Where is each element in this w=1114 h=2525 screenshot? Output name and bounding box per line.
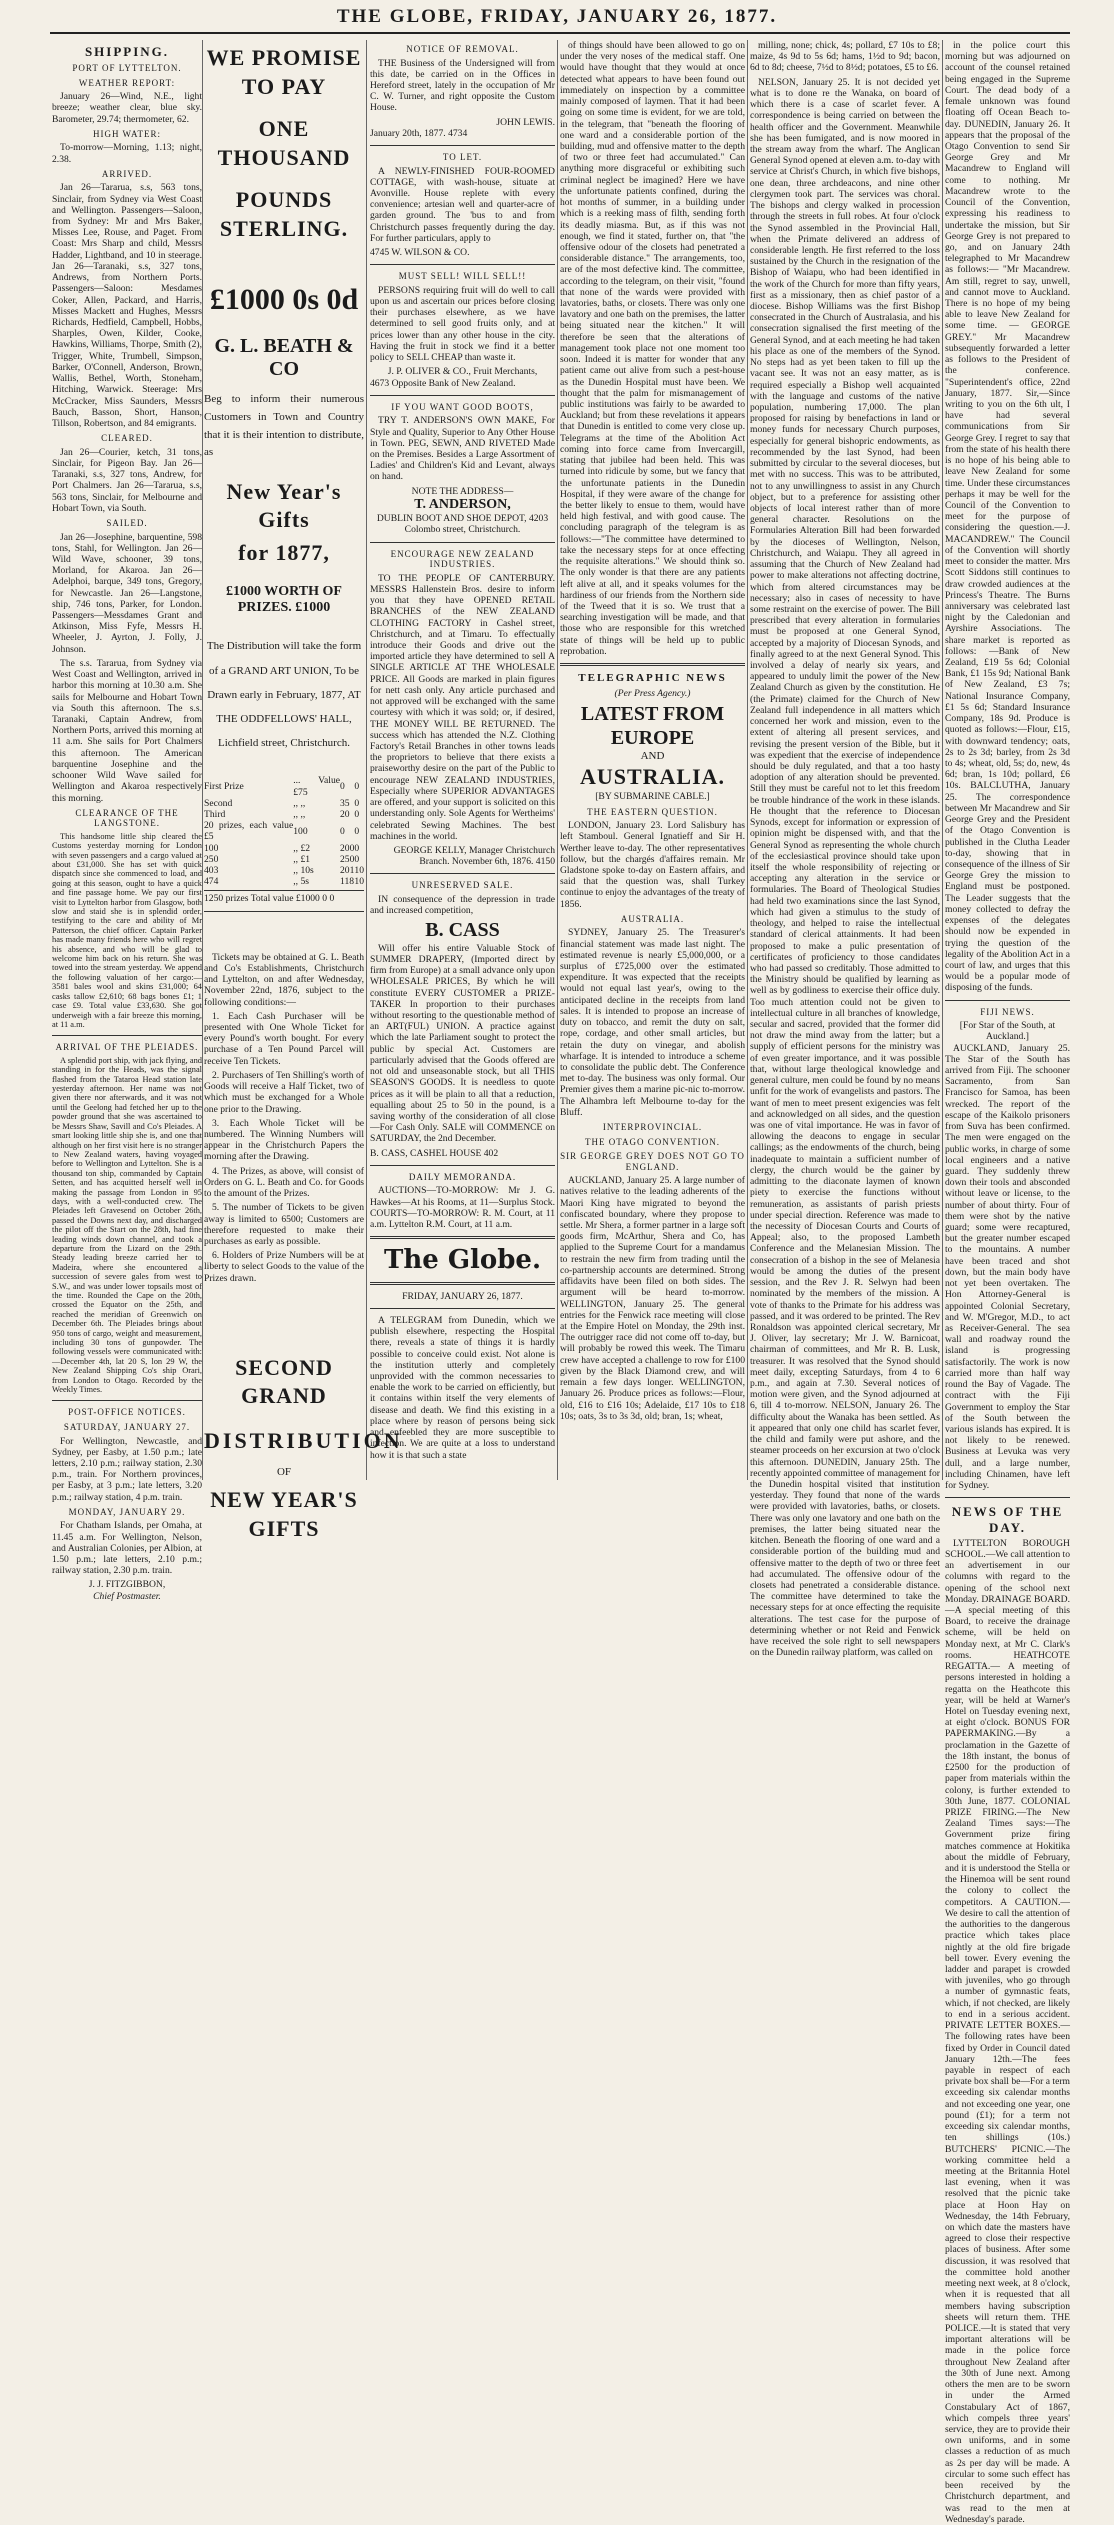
port-heading: PORT OF LYTTELTON. — [72, 63, 182, 74]
promise-line-1: WE PROMISE TO PAY — [206, 45, 362, 99]
divider — [945, 1497, 1070, 1498]
grey-text: AUCKLAND, January 25. A large number of natives relative to the leading adherents of the Maori King have migrated to beyond the confiscated boundary, where they propose to settle. Mr Shera, a former partner in a large soft goods firm, McArthur, Shera and Co, has applied to the Supreme Court for a mandamus to restrain the new firm from trading until the co-partnership accounts are determined. Strong affidavits have been filed on both sides. The argument will be heard to-morrow. WELLINGTON, January 25. The general entries for the Fenwick race meeting will close at the Empire Hotel on Monday, the 29th inst. The outrigger race did not come off to-day, but will probably be rowed this week. The Timaru crew have accepted a challenge to row for £100 given by the Black Diamond crew, and will remain a few days longer. WELLINGTON, January 26. Produce prices as follows:—Flour, old, £16 to £16 10s; Adelaide, £17 10s to £18 10s; oats, 3s to 3s 3d, old; bran, 1s; wheat, — [560, 1175, 745, 1422]
prize-row: 403 ,, 10s 201 10 — [204, 865, 364, 877]
condition-6: 6. Holders of Prize Numbers will be at liberty to select Goods to the value of the Prizes drawn. — [204, 1250, 364, 1284]
otago-heading: THE OTAGO CONVENTION. — [584, 1136, 720, 1147]
promise-line-3: POUNDS STERLING. — [219, 187, 349, 241]
sell-signature: J. P. OLIVER & CO., Fruit Merchants, — [387, 366, 538, 378]
gifts-line-2: for 1877, — [238, 540, 330, 565]
latest-line-3: AUSTRALIA. — [579, 763, 726, 789]
amount: £1000 0s 0d — [209, 282, 359, 316]
pleiades-heading: ARRIVAL OF THE PLEIADES. — [55, 1042, 199, 1053]
let-signature: 4745 W. WILSON & CO. — [370, 247, 470, 259]
tickets-text: Tickets may be obtained at G. L. Beath and Co's Establishments, Christchurch and Lyttelton, on and after Wednesday, November 22nd, 1876, subject to the following conditions:— — [204, 951, 364, 1008]
prize-row: 20 prizes, each value £5 100 0 0 — [204, 820, 360, 843]
post-monday-text: For Chatham Islands, per Omaha, at 11.45 a.m. For Wellington, Nelson, and Australian Colonies, per Albion, at 1.50 p.m.; late letters, 2.10 p.m.; railway station, 2.30 p.m. train. — [52, 1520, 202, 1577]
second-line-1: SECOND GRAND — [235, 1354, 333, 1409]
divider — [945, 1000, 1070, 1001]
condition-2: 2. Purchasers of Ten Shilling's worth of Goods will receive a Half Ticket, two of which must be exchanged for a Whole one prior to the Drawing. — [204, 1069, 364, 1115]
postmaster-title: Chief Postmaster. — [93, 1590, 161, 1602]
fiji-source: [For Star of the South, at Auckland.] — [959, 1020, 1056, 1043]
grey-heading: SIR GEORGE GREY DOES NOT GO TO ENGLAND. — [560, 1151, 745, 1172]
latest-line-1: LATEST FROM EUROPE — [580, 703, 725, 749]
column-shipping — [52, 40, 202, 1602]
prize-row: Third ,, ,, 20 0 — [204, 808, 360, 820]
sale-name: B. CASS — [425, 919, 500, 942]
second-line-4: NEW YEAR'S GIFTS — [210, 1487, 358, 1542]
post-monday-heading: MONDAY, JANUARY 29. — [68, 1506, 186, 1517]
sailed-heading: SAILED. — [106, 518, 148, 528]
second-line-3: OF — [276, 1465, 292, 1478]
divider — [370, 395, 555, 396]
shipping-heading: SHIPPING. — [84, 44, 170, 59]
prize-row: 474 ,, 5s 118 10 — [204, 876, 364, 888]
divider — [52, 1400, 202, 1401]
divider — [370, 145, 555, 146]
let-heading: TO LET. — [442, 152, 483, 163]
clearance-text: This handsome little ship cleared the Customs yesterday morning for London with seven passengers and a cargo valued at about £31,000. She has set with quick dispatch since she commenced to load, and going at this season, ought to have a quick and fine passage home. We pay our first visit to Lyttelton harbor from Glasgow, both slow and staid she is in splendid order, testifying to the care and ability of Mr Patterson, the chief officer. Captain Parker has made many friends here who will regret his absence, and who will be glad to welcome him back on his return. She was towed into the stream yesterday. We append the following valuation of her cargo:— 3581 bales wool and skins £31,000; 64 casks tallow £2,610; 68 bags bones £1; 1 case £9. Total value £33,630. She got underweigh with a fair breeze this morning, at 11 a.m. — [52, 831, 202, 1029]
distribution-text: The Distribution will take the form of a GRAND ART UNION, To be Drawn early in February, 1877, AT THE ODDFELLOWS' HALL, Lichfield street, Christchurch. — [206, 640, 362, 750]
column-news — [945, 40, 1070, 2525]
sell-heading: MUST SELL! WILL SELL!! — [398, 271, 527, 282]
news-of-day-text: LYTTELTON BOROUGH SCHOOL.—We call attention to an advertisement in our columns with regard to the opening of the school next Monday. DRAINAGE BOARD.—A special meeting of this Board, to receive the drainage scheme, will be held on Monday next, at Mr C. Clark's rooms. HEATHCOTE REGATTA.— A meeting of persons interested in holding a regatta on the Heathcote this year, will be held at Warner's Hotel on Tuesday evening next, at eight o'clock. BONUS FOR PAPERMAKING.—By a proclamation in the Gazette of the 18th instant, the bonus of £2500 for the production of paper from materials within the colony, is further extended to 30th June, 1877. COLONIAL PRIZE FIRING.—The New Zealand Times says:—The Government prize firing matches commence at Hokitika about the middle of February, and it is understood the Stella or the Hinemoa will be sent round the colony to collect the competitors. A CAUTION.—We desire to call the attention of the authorities to the dangerous practice which takes place nightly at the old fire brigade bell tower. Every evening the ladder and parapet is crowded with juveniles, who go through a number of gymnastic feats, which, if not checked, are likely to end in a serious accident. PRIVATE LETTER BOXES.—The following rates have been fixed by Order in Council dated January 12th.—The fees payable in respect of each private box shall be—For a term exceeding six calendar months and not exceeding one year, one pound (£1); for a term not exceeding six calendar months, ten shillings (10s.) BUTCHERS' PICNIC.—The working committee held a meeting at the Britannia Hotel last evening, when it was resolved that the picnic take place at Hoon Hay on Wednesday, the 14th February, on which date the masters have agreed to close their respective places of business. After some discussion, it was resolved that the committee hold another meeting next week, at 8 o'clock, when it is requested that all members having subscription sheets will return them. THE POLICE.—It is stated that very important alterations will be made in the police force throughout New Zealand after the 30th of June next. Among others the men are to be sworn in under the Armed Constabulary Act of 1867, which compels three years' service, they are to provide their own uniforms, and in some classes a reduction of as much as 2s per day will be made. A circular to some such effect has been received by the Christchurch department, and was read to the men at Wednesday's parade. — [945, 1537, 1070, 2525]
sale-heading: UNRESERVED SALE. — [411, 880, 514, 891]
editorial-text: A TELEGRAM from Dunedin, which we publish elsewhere, respecting the Hospital there, reveals a state of things it is hardly possible to conceive could exist. Not alone is the institution utterly and completely unprovided with the common necessaries to enable the work to be carried on efficiently, but it contains within itself the very elements of disease and death. We find this existing in a place where by reason of persons being sick and enfeebled they are more susceptible to infection. We are quite at a loss to understand how it is that such a state — [370, 1314, 555, 1461]
prize-table — [204, 775, 364, 887]
divider — [370, 1282, 555, 1285]
masthead: THE GLOBE, FRIDAY, JANUARY 26, 1877. — [336, 6, 778, 27]
column-divider — [557, 40, 558, 1480]
water-heading: HIGH WATER: — [92, 128, 162, 139]
divider — [370, 1236, 555, 1239]
boots-note: NOTE THE ADDRESS— — [411, 485, 514, 497]
nelson-synod-text: NELSON, January 25. It is not decided yet what is to done re the Wanaka, on board of which there is a case of scarlet fever. A correspondence is being carried on between the health officer and the Government. Meanwhile she has been fumigated, and is now moored in the stream away from the wharf. The Anglican General Synod opened at eleven a.m. to-day with service at Christ's Church, in which five bishops, one dean, three archdeacons, and nine other clergymen took part. The services was choral. The bishops and clergy walked in procession through the streets in full robes. At four o'clock the Synod assembled in the Provincial Hall, when the Primate delivered an address of considerable length. He first referred to the loss sustained by the Church in the resignation of the Bishop of Waiapu, who had been identified in the work of the Church for more than fifty years, first as a missionary, then as chief pastor of a diocese. Bishop Williams was the first Bishop consecrated in the Church of Australasia, and his consecration signalised the first meeting of the General Synod, and at each meeting he had taken his place as one of the members of the Synod. No steps had as yet been taken to fill up the vacant see. It was not an easy matter, as is required especially a Bishop well acquainted with the language and customs of the native population, numbering 17,000. The plan proposed for raising by benefactions in land or money funds for necessary Church purposes, especially for general bishopric endowments, as recommended by the last Synod, had been submitted by circular to the several dioceses, but met with no success. This was to be attributed, not to any unwillingness to assist in any Church object, but to a preference for assisting other objects of local interest rather than of more general character. Resolutions on the Formularies Alteration Bill had been forwarded by the dioceses of Wellington, Nelson, Christchurch, and Waiapu. They all agreed in assuming that the Church of New Zealand had power to make alterations not affecting doctrine, which from altered circumstances may be necessary; also in cases of necessity to have some restraint on the exercise of power. The Bill prescribed that every alteration in formularies must be proposed at one General Synod, accepted by a majority of Diocesan Synods, and finally agreed to at the next General Synod. This involved a delay of nearly six years, and appeared to unduly limit the power of the New Zealand Church as given by the constitution. He (the Primate) claimed for the Church of New Zealand full independence in all matters which concerned her work and mission, even to the extent of altering all present services, and revising the present version of the Bible, but it was expedient that the exercise of independence should be duly regulated, and that a too hasty adoption of any alteration should be prevented. Still they must be careful not to let this freedom be trouble hindrance of the work in these islands. He thought that the reference to Diocesan Synods, except for information or expression of opinion might be dispensed with, and that the General Synod as representing the whole church of the ecclesiastical province should take upon itself the whole responsibility of rejecting or accepting any alteration in the service or formularies. The Board of Theological Studies had held two examinations since the last Synod, which had given a stimulus to the study of theology, and helped to raise the intellectual standard of clerical attainments. It had been proposed to make a pulic presentation of certificates of proficiency to those candidates who had passed so creditably. Those admitted to the Ministry should be qualified by learning as well as by godliness to exercise their office duly. Too much attention could not be given to intellectual culture in all branches of knowledge, secular and sacred, provided that the former did not draw the mind away from the latter; but a supply of efficient persons for the ministry was of even greater importance, and it was possible that, without large theological knowledge and general culture, men could be found by no means unfit for the work of evangelists and pastors. The want of men to meet present exigencies was felt and acknowledged on all sides, and the question was one of vital importance. He was in favor of allowing the deacons to engage in secular callings; as the endowments of the church, being inadequate to maintain a sufficient number of clergy, the church would be the gainer by admitting to the diaconate laymen of known piety to exercise the functions without remuneration, as assistants of parish priests under special direction. Reference was made to the necessity of Diocesan Courts and Courts of Appeal; also, to the proposed Lambeth Conference and the Melanesian Mission. The consecration of a bishop in the see of Melanesia would be among the duties of the present session, and the Rev J. R. Selwyn had been nominated by the members of the mission. A vote of thanks to the Primate for his address was passed, and it was ordered to be printed. The Rev Ronaldson was appointed clerical secretary, Mr J. Oliver, lay secretary; Mr J. W. Barnicoat, chairman of committees, and Mr R. B. Lusk, treasurer. It was resolved that the Synod should meet daily, excepting Saturdays, from 4 to 6 p.m., and again at 7.30. Several notices of motion were given, and the Synod adjourned at 6, till 4 to-morrow. NELSON, January 26. The difficulty about the Wanaka has been settled. As it appeared that only one child has scarlet fever, the child and family were put ashore, and the steamer proceeds on her excursion at two o'clock this afternoon. DUNEDIN, January 25th. The recently appointed committee of management for the Dunedin hospital visited that institution yesterday. They found that none of the wards were provided with lavatories, baths, or closets. There was only one lavatory and one bath on the premises, the latter being situated near the kitchen. Beneath the flooring of one ward and a considerable portion of the building mud and offensive matter to the depth of two or three feet had accumulated. The offensive odour of the closets had penetrated a considerable distance. The committee have determined to take the necessary steps for at once effecting the requisite alterations. The test case for the purpose of determining whether or not Reid and Fenwick have received the sole right to sell newspapers on the Dunedin railway platform, was called on — [750, 76, 940, 1659]
prize-row: Second ,, ,, 35 0 — [204, 797, 360, 809]
telegraphic-heading: TELEGRAPHIC NEWS — [578, 672, 727, 685]
removal-text: THE Business of the Undersigned will from this date, be carried on in the Offices in Hereford street, lately in the occupation of Mr C. W. Turner, and right opposite the Custom House. — [370, 57, 555, 114]
fiji-heading: FIJI NEWS. — [980, 1006, 1035, 1017]
arrived-text: Jan 26—Tararua, s.s, 563 tons, Sinclair, from Sydney via West Coast and Wellington. Passengers—Saloon, from Sydney: Mr and Mrs Baker, Misses Lee, Rouse, and Paget. From Coast: Mrs Sharp and child, Messrs Hadder, Lightband, and 10 in steerage. Jan 26—Taranaki, s.s, 327 tons, Andrews, from Northern Ports. Passengers—Saloon: Mesdames Coker, Allen, Packard, and Harris, Misses Mackett and Hughes, Messrs Richards, Hedfield, Campbell, Hobbs, Sharples, Owen, Kilder, Cooke, Hawkins, Williams, Thorpe, Smith (2), Trigger, White, Trumbell, Simpson, Barker, O'Connell, Anderson, Brown, Wallis, Bethel, Worth, Stoneham, Hitching, Warwick. Steerage: Mrs McCracker, Miss Saunders, Messrs Bauch, Basson, Short, Hanson, Tillson, Robertson, and 84 emigrants. — [52, 182, 202, 429]
cleared-heading: CLEARED. — [101, 433, 153, 444]
prize-row: 250 ,, £1 250 0 — [204, 853, 360, 865]
gifts-line-1: New Year's Gifts — [226, 478, 342, 533]
divider — [370, 1308, 555, 1309]
produce-continued: milling, none; chick, 4s; pollard, £7 10s to £8; maize, 4s 9d to 5s 6d; hams, 1½d to 9d; bacon, 6d to 8d; cheese, 7½d to 8½d; potatoes, £5 to £6. — [750, 40, 940, 74]
editorial-date: FRIDAY, JANUARY 26, 1877. — [402, 1290, 523, 1302]
promise-line-2: ONE THOUSAND — [217, 116, 351, 170]
removal-date: January 20th, 1877. 4734 — [370, 127, 468, 139]
pleiades-text: A splendid port ship, with jack flying, and standing in for the Heads, was the signal flashed from the Tataroa Head station late yesterday afternoon. Her name was not given there nor afterwards, and it was not until the Geelong had fetched her up to the powder ground that she was ascertained to be Messrs Shaw, Savill and Co's Pleiades. A smart looking little ship she is, and one that although on her first visit here is no stranger to New Zealand waters, having voyaged before to Wellington and Lyttelton. She is a thousand ton ship, commanded by Captain Setten, and has acquitted herself well in making the passage from London in 95 days, with a well-conducted crew. The Pleiades left Gravesend on October 26th, passed the Downs next day, and discharged the pilot off the Start on the 28th, had fine leading winds down channel, and took a departure from the Lizard on the 29th. Steady leading breeze carried her to Madeira, where she encountered a succession of severe gales from west to S.W., and was under lower topsails most of the time. Rounded the Cape on the 20th, crossed the Equator on the 25th, and reached the meridian of Greenwich on December 6th. The Pleiades brings about 950 tons of cargo, weight and measurement, including 30 tons of gunpowder. The following vessels were communicated with:—December 4th, lat 20 S, lon 29 W, the New Zealand Shipping Co's ship Orari, from London to Otago. Recorded by the Weekly Times. — [52, 1055, 202, 1395]
encourage-heading: ENCOURAGE NEW ZEALAND INDUSTRIES. — [390, 548, 535, 570]
weather-heading: WEATHER REPORT: — [78, 77, 176, 88]
second-line-2: DISTRIBUTION — [204, 1428, 403, 1453]
latest-line-2: AND — [640, 749, 665, 762]
prize-row: First Prize ... Value £75 0 0 — [204, 775, 360, 798]
removal-signature: JOHN LEWIS. — [496, 116, 555, 128]
prize-row: 100 ,, £2 200 0 — [204, 842, 360, 854]
column-divider — [747, 40, 748, 1480]
encourage-signature: GEORGE KELLY, Manager Christchurch Branch. November 6th, 1876. 4150 — [393, 844, 555, 868]
prize-total: 1250 prizes Total value £1000 0 0 — [204, 890, 364, 904]
condition-4: 4. The Prizes, as above, will consist of Orders on G. L. Beath and Co. for Goods to the amount of the Prizes. — [204, 1165, 364, 1200]
shipping-notes: The s.s. Tararua, from Sydney via West Coast and Wellington, arrived in harbor this morning at 10.30 a.m. She sails for Melbourne and Hobart Town via South this afternoon. The s.s. Taranaki, Captain Andrew, from Northern Ports, arrived this morning at 11 a.m. She sails for Port Chalmers this afternoon. The American barquentine Josephine and the schooner Wild Wave sailed for Wellington and Akaroa respectively this morning. — [52, 657, 202, 804]
sailed-text: Jan 26—Josephine, barquentine, 598 tons, Stahl, for Wellington. Jan 26—Wild Wave, schooner, 39 tons, Morland, for Akaroa. Jan 26—Adelphoi, barque, 349 tons, Gregory, for Newcastle. Jan 26—Langstone, ship, 746 tons, Parker, for London. Passengers—Messdames Grant and Atkinson, Miss Fyfe, Messrs H. Wheeler, J. Ayrton, J. Folly, J. Johnson. — [52, 531, 202, 655]
memo-text: AUCTIONS—TO-MORROW: Mr J. G. Hawkes—At his Rooms, at 11—Surplus Stock. COURTS—TO-MORROW: R. M. Court, at 11 a.m. Lyttelton R.M. Court, at 11 a.m. — [370, 1185, 555, 1231]
memo-heading: DAILY MEMORANDA. — [408, 1171, 517, 1182]
sale-body: Will offer his entire Valuable Stock of SUMMER DRAPERY, (Imported direct by firm from Europe) at a small advance only upon WHOLESALE PRICES, By which he will constitute EVERY CUSTOMER a PRIZE-TAKER In proportion to their purchases without resorting to the questionable method of an ART(FUL) UNION. A practice against which the late Parliament sought to protect the public by special Act. Customers are particularly advised that the Goods offered are not old and unseasonable stock, but all THIS SEASON'S GOODS. It is needless to quote prices as it will be plain to all that a reduction, equalling about 25 to 50 in the pound, is a saving worthy of the consideration of all close—For Cash Only. SALE will COMMENCE on SATURDAY, the 2nd December. — [370, 942, 555, 1145]
column-divider — [942, 40, 943, 1480]
sale-signature: B. CASS, CASHEL HOUSE 402 — [370, 1147, 499, 1159]
column-beath-advert — [204, 40, 403, 1542]
boots-address: DUBLIN BOOT AND SHOE DEPOT, 4203 Colombo street, Christchurch. — [376, 513, 549, 536]
australia-heading: AUSTRALIA. — [620, 913, 685, 924]
telegraphic-agency: (Per Press Agency.) — [614, 687, 691, 699]
editorial-continued: of things should have been allowed to go on under the very noses of the medical staff. One would have thought that they would at once detected what appears to have been found out immediately on inspection by a committee mainly composed of laymen. That it had been going on some time is evident, for we are told, in the telegram, that "beneath the flooring of one ward and a considerable portion of the building, mud and offensive matter to the depth of two or three feet had accumulated." Can anything more disgraceful or exhibiting such criminal neglect be imagined? Here we have the unfortunate patients confined, during the hot months of summer, in a building under which is a reeking mass of filth, sending forth its deadly miasma. But, as if this was not enough, we find it stated, further on, that "the offensive odour of the closets had penetrated a considerable distance." The arrangements, too, are of the most defective kind. The committee, according to the telegram, on their visit, "found that none of the wards were provided with lavatories, baths, or closets. There was only one lavatory and one bath on the premises, the latter being situated near the kitchen." It will therefore be seen that the alterations of management took place not one moment too soon. Indeed it is matter for wonder that any patient came out alive from such a pest-house as the Dunedin Hospital must have been. We thought that the palm for mismanagement of public institutions was fairly to be awarded to Auckland; but from these revelations it appears that Dunedin is entitled to come very close up. Telegrams at the time of the Abolition Act coming into force came from Invercargill, stating that jubilee had been held. This was turned into ridicule by some, but we fancy that the unfortunate patients in the Dunedin Hospital, if they were aware of the change for the better likely to ensue to them, would have held high festival, and with good cause. The concluding paragraph of the telegram is as follows:—"The committee have determined to take the necessary steps for at once effecting the requisite alterations." We should think so. The only wonder is that there are any patients left alive at all, and it speaks volumes for the hardiness of our friends from the Northern side of the Tweed that it is so. We trust that a searching investigation will be made, and that those who are responsible for this wretched state of things will be held up to public reprobation. — [560, 40, 745, 657]
boots-name: T. ANDERSON, — [414, 496, 511, 512]
eastern-heading: THE EASTERN QUESTION. — [587, 806, 718, 817]
top-rule — [50, 32, 1070, 34]
removal-heading: NOTICE OF REMOVAL. — [406, 44, 519, 54]
weather-text: January 26—Wind, N.E., light breeze; weather clear, blue sky. Barometer, 29.74; thermometer, 62. — [52, 91, 202, 125]
sale-text: IN consequence of the depression in trade and increased competition, — [370, 893, 555, 917]
divider — [370, 264, 555, 265]
sell-address: 4673 Opposite Bank of New Zealand. — [370, 377, 516, 389]
divider — [204, 911, 364, 912]
column-editorial — [560, 40, 745, 1480]
column-divider — [202, 40, 203, 1480]
dunedin-text: in the police court this morning but was adjourned on account of the counsel retained being engaged in the Supreme Court. The dead body of a female unknown was found floating off Ocean Beach to-day. DUNEDIN, January 26. It appears that the proposal of the Otago Convention to send Sir George Grey and Mr Macandrew to England will come to nothing. Mr Macandrew wrote to the Council of the Convention, expressing his readiness to undertake the mission, but Sir George Grey is not prepared to go, and on January 24th telegraphed to Mr Macandrew as follows:— "Mr Macandrew. Am still, regret to say, unwell, and cannot move to Auckland. There is no hope of my being able to leave New Zealand for some time. — GEORGE GREY." Mr Macandrew subsequently forwarded a letter as follows to the President of the conference. "Superintendent's office, 22nd January, 1877. Sir,—Since writing to you on the 6th ult, I have had several communications from Sir George Grey. I regret to say that from the state of his health there is no hope of his being able to leave New Zealand for some time. Under these circumstances perhaps it may be well for the Council of the Convention to meet for the purpose of considering the question.—J. MACANDREW." The Council of the Convention will shortly meet to consider the matter. Mrs Scott Siddons still continues to draw crowded audiences at the Princess's Theatre. The Burns anniversary was celebrated last night by the Caledonian and Ayrshire Associations. The share market is reported as follows: —Bank of New Zealand, £19 5s 6d; Colonial Bank, £1 15s 9d; National Bank of New Zealand, £3 7s; National Insurance Company, £1 5s 6d; Standard Insurance Company, 18s 9d. Produce is quoted as follows:—Flour, £15, with downward tendency; oats, 2s to 2s 3d; barley, from 2s 3d to 4s; wheat, old, 5s; do, new, 4s 6d; bran, 1s 10d; pollard, £6 10s. BALCLUTHA, January 25. The correspondence between Mr Macandrew and Sir George Grey and the President of the Otago Convention is published in the Clutha Leader to-day, showing that in consequence of the illness of Sir George Grey the mission to England must be postponed. The Leader suggests that the money collected to defray the expenses of the delegates should now be expended in trying the question of the legality of the Abolition Act in a court of law, and urges that this would be a popular mode of disposing of the funds. — [945, 40, 1070, 994]
cleared-text: Jan 26—Courier, ketch, 31 tons, Sinclair, for Pigeon Bay. Jan 26—Taranaki, s.s, 327 tons, Andrew, for Port Chalmers. Jan 26—Tararua, s.s, 563 tons, Sinclair, for Melbourne and Hobart Town, via South. — [52, 446, 202, 514]
australia-text: SYDNEY, January 25. The Treasurer's financial statement was made last night. The estimated revenue is nearly £5,000,000, or a surplus of £725,000 over the estimated expenditure. It was expected that the receipts would not equal last year's, owing to the anticipated decline in the receipts from land sales. It is intended to propose an increase of duty on tobacco, and remit the duty on salt, rope, cordage, and other small articles, but retain the duty on vinegar, and abolish wharfage. It is intended to introduce a scheme to consolidate the public debt. The Conference met to-day. The business was only formal. Our Premier gives them a marine pic-nic to-morrow. The Alhambra left Melbourne to-day for the Bluff. — [560, 927, 745, 1118]
sell-text: PERSONS requiring fruit will do well to call upon us and ascertain our prices before closing their purchases elsewhere, as we have determined to sell good fruits only, and at prices lower than any other house in the city. Having the fruit in stock we find it a better policy to SELL CHEAP than waste it. — [370, 284, 555, 364]
firm-name: G. L. BEATH & CO — [214, 334, 354, 381]
cable-line: [BY SUBMARINE CABLE.] — [595, 791, 710, 803]
column-interprovincial — [750, 40, 940, 1659]
water-text: To-morrow—Morning, 1.13; night, 2.38. — [52, 142, 202, 165]
arrived-heading: ARRIVED. — [101, 168, 153, 179]
condition-3: 3. Each Whole Ticket will be numbered. The Winning Numbers will appear in the Christchurch Papers the morning after the Drawing. — [204, 1117, 364, 1163]
eastern-text: LONDON, January 23. Lord Salisbury has left Stamboul. General Ignatieff and Sir H. Werther leave to-day. The other representatives follow, but the chargés d'affaires remain. Mr Gladstone spoke to-day on Eastern affairs, and said that the question was, shall Turkey continue to enjoy the advantages of the treaty of 1856. — [560, 820, 745, 910]
divider — [52, 1035, 202, 1036]
clearance-heading: CLEARANCE OF THE LANGSTONE. — [75, 807, 179, 829]
globe-logo: The Globe. — [383, 1245, 542, 1276]
let-text: A NEWLY-FINISHED FOUR-ROOMED COTTAGE, with wash-house, situate at Avonville. House replete with every convenience; artesian well and quarter-acre of garden ground. The 'bus to and from Christchurch passes frequently during the day. For further particulars, apply to — [370, 165, 555, 244]
boots-text: TRY T. ANDERSON'S OWN MAKE, For Style and Quality, Superior to Any Other House in Town. PEG, SEWN, AND RIVETED Made on the Premises. Besides a Large Assortment of Ladies' and Children's Kid and Levant, always on hand. — [370, 415, 555, 483]
post-heading: POST-OFFICE NOTICES. — [68, 1407, 186, 1418]
column-divider — [366, 40, 367, 1480]
worth-line: £1000 WORTH OF PRIZES. £1000 — [226, 583, 342, 615]
post-saturday-heading: SATURDAY, JANUARY 27. — [63, 1421, 191, 1432]
divider — [370, 873, 555, 874]
divider — [370, 1165, 555, 1166]
boots-heading: IF YOU WANT GOOD BOOTS, — [391, 401, 534, 412]
post-saturday-text: For Wellington, Newcastle, and Sydney, per Easby, at 1.50 p.m.; late letters, 2.10 p.m.; railway station, 2.30 p.m., train. For Northern provinces, per Easby, at 3 p.m.; late letters, 3.20 p.m.; railway station, 4 p.m. train. — [52, 1435, 202, 1503]
postmaster-name: J. J. FITZGIBBON, — [88, 1579, 166, 1591]
divider — [370, 542, 555, 543]
condition-5: 5. The number of Tickets to be given away is limited to 6500; Customers are therefore requested to make their purchases as early as possible. — [204, 1202, 364, 1247]
beath-intro: Beg to inform their numerous Customers in Town and Country that it is their intention to distribute, as — [204, 393, 364, 459]
encourage-text: TO THE PEOPLE OF CANTERBURY. MESSRS Hallenstein Bros. desire to inform you that they have OPENED RETAIL BRANCHES of the NEW ZEALAND CLOTHING FACTORY in Cashel street, Christchurch, and at Timaru. To effectually introduce their Goods and drive out the imported article they have determined to sell A SINGLE ARTICLE AT THE WHOLESALE PRICE. All Goods are marked in plain figures for nett cash only. Any article purchased and not approved will be exchanged with the same courtesy with which it was sold; or, if desired, THE MONEY WILL BE RETURNED. The success which has attended the N.Z. Clothing Factory's Retail Branches in other towns leads the proprietors to believe that there exists a praiseworthy desire on the part of the Public to encourage NEW ZEALAND INDUSTRIES, Especially where SUPERIOR ADVANTAGES are offered, and your support is solicited on this understanding only. Sole Agents for Wertheims' celebrated Sewing Machines. The best machines in the world. — [370, 572, 555, 842]
condition-1: 1. Each Cash Purchaser will be presented with One Whole Ticket for every Pound's worth bought. For every purchase of a Ten Pound Parcel will receive Ten Tickets. — [204, 1010, 364, 1067]
interprovincial-heading: INTERPROVINCIAL. — [602, 1122, 703, 1133]
news-of-day-heading: NEWS OF THE DAY. — [951, 1504, 1064, 1535]
divider — [560, 663, 745, 666]
column-notices — [370, 40, 555, 1480]
fiji-text: AUCKLAND, January 25. The Star of the South has arrived from Fiji. The schooner Sacramento, from San Francisco for Samoa, has been wrecked. The report of the escape of the Kaikolo prisoners from Suva has been confirmed. The men were engaged on the public works, in charge of some local engineers and a native guard. They suddenly threw down their tools and absconded without leave or license, to the number of about thirty. Four of them were shot by the native guard; some were recaptured, but the greater number escaped to the mountains. A number have been traced and shot down, but the main body have not yet been overtaken. The Hon Attorney-General is appointed Colonial Secretary, and W. M'Gregor, M.D., to act as Receiver-General. The sea wall and roadway round the island is progressing satisfactorily. The work is now carried more than half way round the Bay of Vagade. The contract with the Fiji Government to employ the Star of the South between the various islands has expired. It is not likely to be renewed. Business at Levuka was very dull, and a large number, including Chinamen, have left for Sydney. — [945, 1042, 1070, 1492]
